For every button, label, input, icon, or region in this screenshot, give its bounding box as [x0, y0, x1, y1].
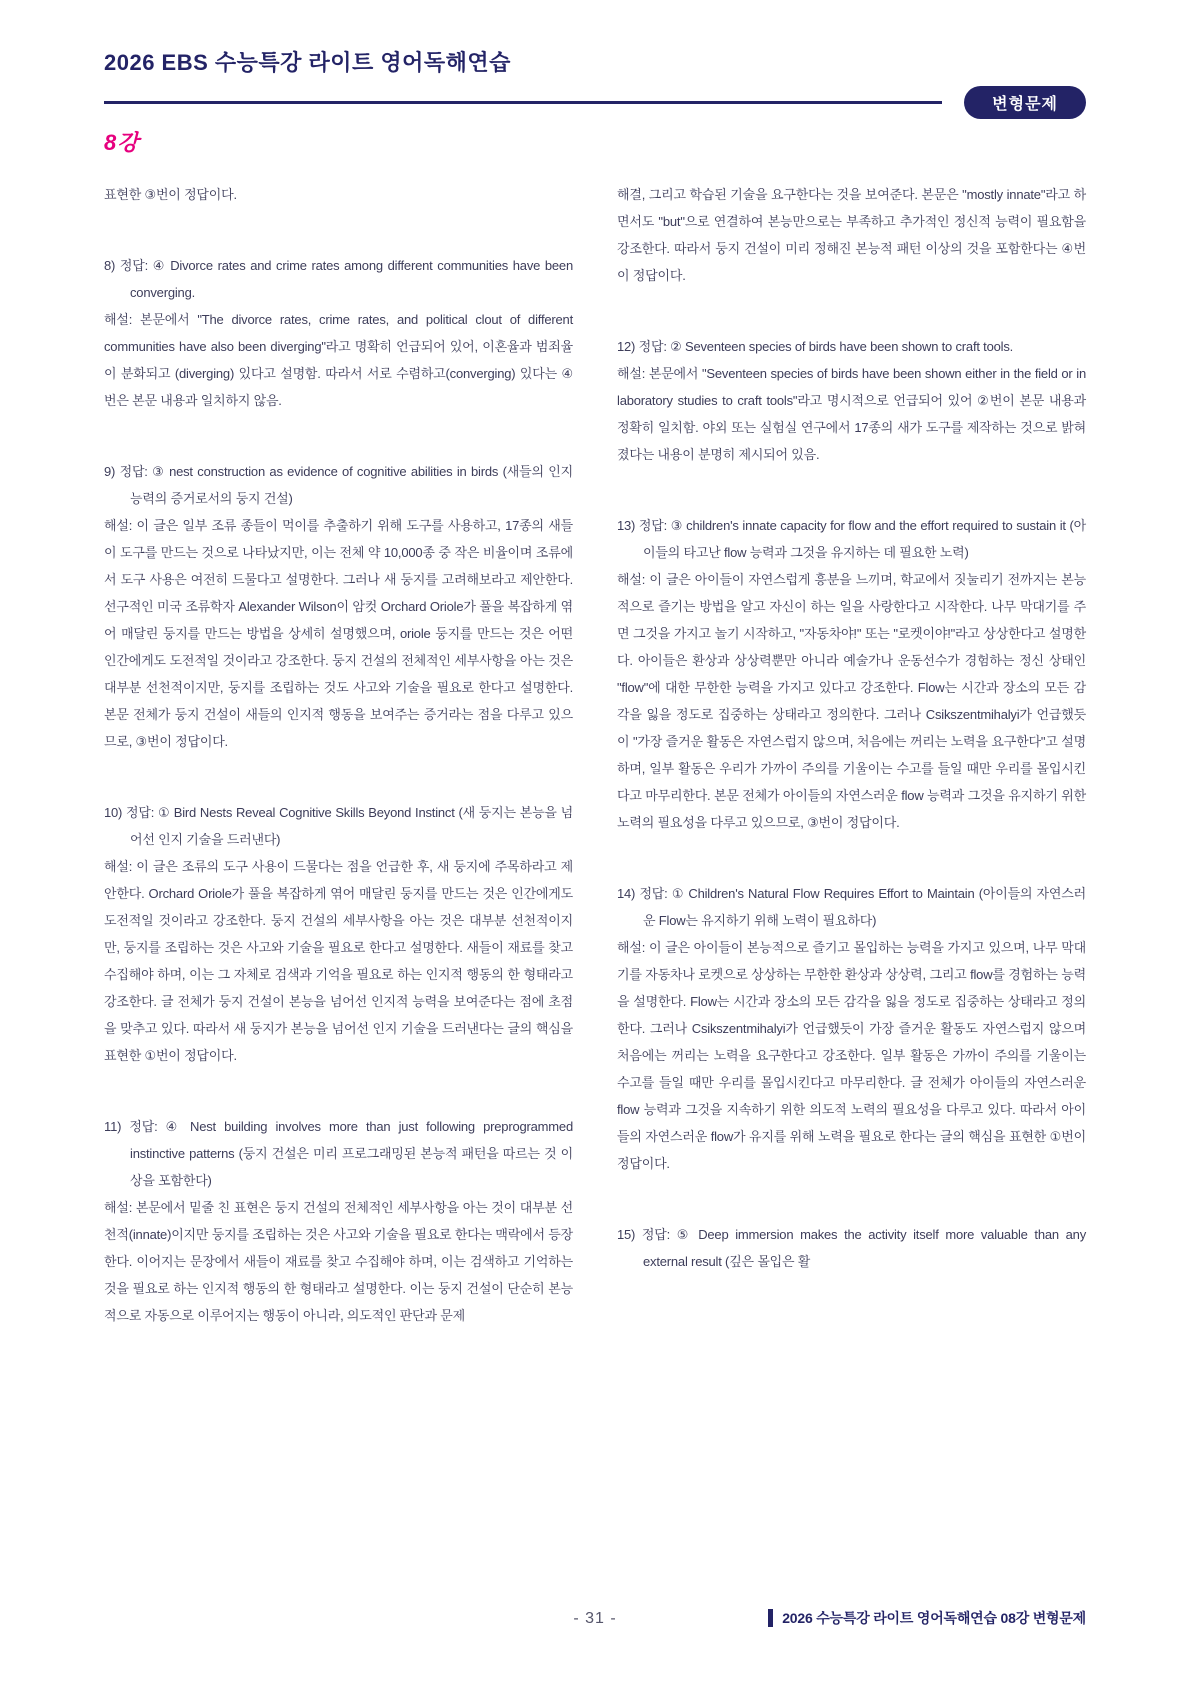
item-explanation: 해설: 이 글은 일부 조류 종들이 먹이를 추출하기 위해 도구를 사용하고, 17종의 새들이 도구를 만드는 것으로 나타났지만, 이는 전체 약 10,000종 중 작은 비율이며 조류에서 도구 사용은 여전히 드물다고 설명한다. 그러나 새 둥지를 고려해보라고 제안한다. 선구적인 미국 조류학자 Alexander Wilson이 암컷 Orchard Oriole가 풀을 복잡하게 엮어 매달린 둥지를 만드는 방법을 상세히 설명했으며, oriole 둥지를 만드는 것은 어떤 인간에게도 도전적일 것이라고 강조한다. 둥지 건설의 전체적인 세부사항을 아는 것은 대부분 선천적이지만, 둥지를 조립하는 것도 사고와 기술을 필요로 한다고 설명한다. 본문 전체가 둥지 건설이 새들의 인지적 행동을 보여주는 증거라는 점을 다루고 있으므로, ③번이 정답이다.: [104, 518, 573, 749]
item-answer-heading: 8) 정답: ④ Divorce rates and crime rates among different communities have been converging.: [104, 258, 573, 300]
page-header: [104, 46, 1086, 157]
answer-item: [617, 1221, 1086, 1275]
footer-accent-bar: [768, 1609, 773, 1627]
header-rule-row: [104, 86, 1086, 119]
lesson-number: 8강: [104, 130, 140, 155]
item-explanation: 해설: 본문에서 "Seventeen species of birds have been shown either in the field or in laboratory studies to craft tools"라고 명시적으로 언급되어 있어 ②번이 본문 내용과 정확히 일치함. 야외 또는 실험실 연구에서 17종의 새가 도구를 제작하는 것으로 밝혀졌다는 내용이 분명히 제시되어 있음.: [617, 366, 1086, 462]
right-column: [617, 181, 1086, 1373]
page-number: - 31 -: [573, 1610, 617, 1627]
footer-label: 2026 수능특강 라이트 영어독해연습 08강 변형문제: [782, 1610, 1086, 1626]
item-answer-heading: 10) 정답: ① Bird Nests Reveal Cognitive Skills Beyond Instinct (새 둥지는 본능을 넘어선 인지 기술을 드러낸다): [104, 805, 573, 847]
variant-problem-badge: 변형문제: [964, 86, 1086, 119]
paragraph: 해결, 그리고 학습된 기술을 요구한다는 것을 보여준다. 본문은 "mostly innate"라고 하면서도 "but"으로 연결하여 본능만으로는 부족하고 추가적인 정신적 능력이 필요함을 강조한다. 따라서 둥지 건설이 미리 정해진 본능적 패턴 이상의 것을 포함한다는 ④번이 정답이다.: [617, 187, 1086, 283]
content-columns: [104, 181, 1086, 1373]
answer-item: [617, 880, 1086, 1177]
item-answer-heading: 11) 정답: ④ Nest building involves more than just following preprogrammed instinctive patterns (둥지 건설은 미리 프로그래밍된 본능적 패턴을 따르는 것 이상을 포함한다): [104, 1119, 573, 1188]
item-answer-heading: 9) 정답: ③ nest construction as evidence of cognitive abilities in birds (새들의 인지 능력의 증거로서의 둥지 건설): [104, 464, 573, 506]
answer-item: [104, 799, 573, 1069]
item-answer-heading: 14) 정답: ① Children's Natural Flow Requires Effort to Maintain (아이들의 자연스러운 Flow는 유지하기 위해 노력이 필요하다): [617, 886, 1086, 928]
answer-item: [104, 458, 573, 755]
answer-item: [617, 333, 1086, 468]
item-answer-heading: 12) 정답: ② Seventeen species of birds have been shown to craft tools.: [617, 339, 1014, 354]
item-explanation: 해설: 이 글은 아이들이 자연스럽게 흥분을 느끼며, 학교에서 짓눌리기 전까지는 본능적으로 즐기는 방법을 알고 자신이 하는 일을 사랑한다고 시작한다. 나무 막대기를 주면 그것을 가지고 놀기 시작하고, "자동차야!" 또는 "로켓이야!"라고 상상한다고 설명한다. 아이들은 환상과 상상력뿐만 아니라 예술가나 운동선수가 경험하는 정신 상태인 "flow"에 대한 무한한 능력을 가지고 있다고 강조한다. Flow는 시간과 장소의 모든 감각을 잃을 정도로 집중하는 상태라고 정의한다. 그러나 Csikszentmihalyi가 언급했듯이 "가장 즐거운 활동은 자연스럽지 않으며, 처음에는 꺼리는 노력을 요구한다"고 설명하며, 일부 활동은 우리가 가까이 주의를 기울이는 수고를 들일 때만 우리를 몰입시킨다고 마무리한다. 본문 전체가 아이들의 자연스러운 flow 능력과 그것을 유지하기 위한 노력의 필요성을 다루고 있으므로, ③번이 정답이다.: [617, 572, 1086, 830]
footer-label-group: [768, 1608, 1086, 1628]
answer-item: [104, 252, 573, 414]
item-explanation: 해설: 본문에서 밑줄 친 표현은 둥지 건설의 전체적인 세부사항을 아는 것이 대부분 선천적(innate)이지만 둥지를 조립하는 것은 사고와 기술을 필요로 한다는 맥락에서 등장한다. 이어지는 문장에서 새들이 재료를 찾고 수집해야 하며, 이는 검색하고 기억하는 것을 필요로 하는 인지적 행동의 한 형태라고 설명한다. 이는 둥지 건설이 단순히 본능적으로 자동으로 이루어지는 행동이 아니라, 의도적인 판단과 문제: [104, 1200, 573, 1323]
item-explanation: 해설: 이 글은 아이들이 본능적으로 즐기고 몰입하는 능력을 가지고 있으며, 나무 막대기를 자동차나 로켓으로 상상하는 무한한 환상과 상상력, 그리고 flow를 경험하는 능력을 설명한다. Flow는 시간과 장소의 모든 감각을 잃을 정도로 집중하는 상태라고 정의한다. 그러나 Csikszentmihalyi가 언급했듯이 가장 즐거운 활동도 자연스럽지 않으며 처음에는 꺼리는 노력을 요구한다고 강조한다. 일부 활동은 가까이 주의를 기울이는 수고를 들일 때만 우리를 몰입시킨다고 마무리한다. 글 전체가 아이들의 자연스러운 flow 능력과 그것을 지속하기 위한 의도적 노력의 필요성을 다루고 있다. 따라서 아이들의 자연스러운 flow가 유지를 위해 노력을 필요로 한다는 글의 핵심을 표현한 ①번이 정답이다.: [617, 940, 1086, 1171]
document-title: 2026 EBS 수능특강 라이트 영어독해연습: [104, 50, 511, 75]
answer-item: [617, 512, 1086, 836]
item-answer-heading: 15) 정답: ⑤ Deep immersion makes the activity itself more valuable than any external result (깊은 몰입은 활: [617, 1227, 1086, 1269]
item-explanation: 해설: 이 글은 조류의 도구 사용이 드물다는 점을 언급한 후, 새 둥지에 주목하라고 제안한다. Orchard Oriole가 풀을 복잡하게 엮어 매달린 둥지를 만드는 것은 인간에게도 도전적일 것이라고 강조한다. 둥지 건설의 세부사항을 아는 것은 대부분 선천적이지만, 둥지를 조립하는 것은 사고와 기술을 필요로 한다고 설명한다. 새들이 재료를 찾고 수집해야 하며, 이는 그 자체로 검색과 기억을 필요로 하는 인지적 행동의 한 형태라고 강조한다. 글 전체가 둥지 건설이 본능을 넘어선 인지적 능력을 보여준다는 점에 초점을 맞추고 있다. 따라서 새 둥지가 본능을 넘어선 인지 기술을 드러낸다는 글의 핵심을 표현한 ①번이 정답이다.: [104, 859, 573, 1063]
paragraph: 표현한 ③번이 정답이다.: [104, 187, 237, 202]
header-rule: [104, 101, 942, 104]
answer-item: [104, 1113, 573, 1329]
item-answer-heading: 13) 정답: ③ children's innate capacity for flow and the effort required to sustain it (아이들의 타고난 flow 능력과 그것을 유지하는 데 필요한 노력): [617, 518, 1086, 560]
item-explanation: 해설: 본문에서 "The divorce rates, crime rates, and political clout of different communities have also been diverging"라고 명확히 언급되어 있어, 이혼율과 범죄율이 분화되고 (diverging) 있다고 설명함. 따라서 서로 수렴하고(converging) 있다는 ④번은 본문 내용과 일치하지 않음.: [104, 312, 573, 408]
left-column: [104, 181, 573, 1373]
